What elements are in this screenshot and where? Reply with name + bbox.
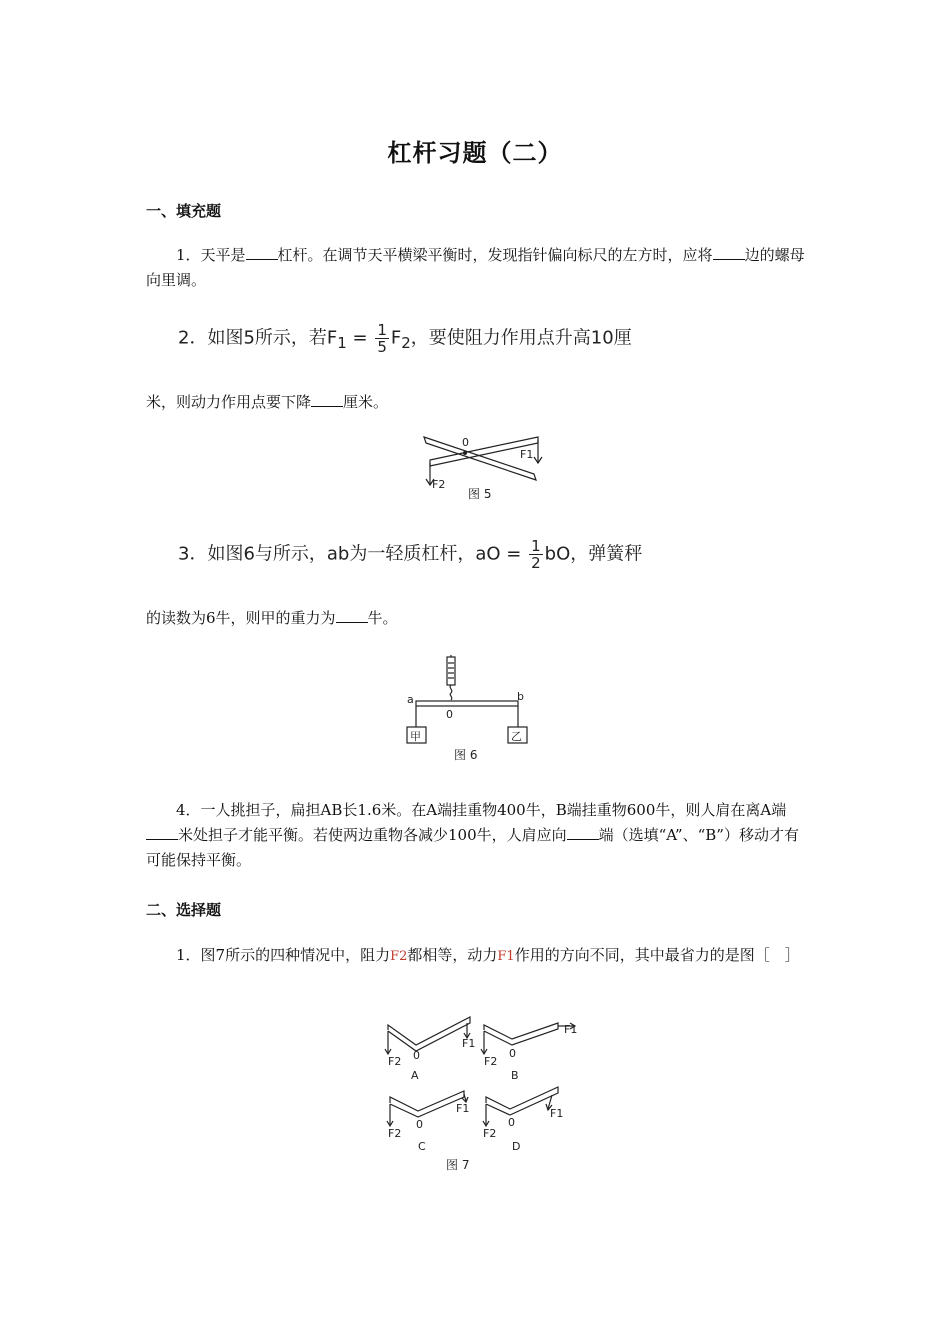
pivot-label: 0 <box>509 1047 516 1060</box>
q2-sub2: 2 <box>401 334 411 353</box>
label-a: a <box>407 693 414 706</box>
pivot-label: 0 <box>462 436 469 449</box>
f2-label: F2 <box>388 1127 402 1140</box>
option-label-d: D <box>512 1140 521 1153</box>
f1-label: F1 <box>564 1023 578 1036</box>
weight-yi-label: 乙 <box>511 730 522 743</box>
fraction-denominator: 2 <box>531 554 541 572</box>
q2-text-d: 米，则动力作用点要下降 <box>146 393 312 411</box>
figure-caption: 图 6 <box>454 748 478 762</box>
fraction-denominator: 5 <box>377 338 387 356</box>
figure-caption: 图 7 <box>446 1158 470 1172</box>
q2-text-b: F <box>390 327 402 349</box>
f2-label: F2 <box>484 1055 498 1068</box>
f2-label: F2 <box>432 478 446 491</box>
question-1 <box>146 243 811 293</box>
figure-6 <box>404 655 534 765</box>
spring <box>450 685 452 700</box>
f1-symbol: F1 <box>497 949 515 964</box>
q3-text-b: bO，弹簧秤 <box>544 543 643 565</box>
page-title: 杠杆习题（二） <box>387 139 563 167</box>
f2-label: F2 <box>388 1055 402 1068</box>
weight-jia-label: 甲 <box>410 730 421 743</box>
f1-label: F1 <box>550 1107 564 1120</box>
fraction <box>529 538 543 571</box>
q3-text-a: 3．如图6与所示，ab为一轻质杠杆，aO = <box>178 543 528 565</box>
f1-label: F1 <box>520 448 534 461</box>
q4-text-b: 米处担子才能平衡。若使两边重物各减少100牛，人肩应向 <box>178 826 567 844</box>
f1-label: F1 <box>462 1037 476 1050</box>
pivot-label: 0 <box>413 1049 420 1062</box>
answer-blank[interactable] <box>336 608 368 623</box>
fraction-numerator: 1 <box>531 537 541 555</box>
q1-text-b: 杠杆。在调节天平横梁平衡时，发现指针偏向标尺的左方时，应将 <box>277 246 713 264</box>
mc1-text-a: 1．图7所示的四种情况中，阻力 <box>176 946 391 964</box>
pivot-label: 0 <box>416 1118 423 1131</box>
option-label-b: B <box>511 1069 519 1082</box>
option-label-a: A <box>411 1069 419 1082</box>
lever-a <box>388 1017 470 1051</box>
fraction-numerator: 1 <box>377 321 387 339</box>
f2-label: F2 <box>483 1127 497 1140</box>
question-3-line2 <box>146 606 811 631</box>
answer-blank[interactable] <box>246 245 278 260</box>
pivot-point <box>463 451 467 455</box>
question-3-line1 <box>178 538 642 571</box>
f1-label: F1 <box>456 1102 470 1115</box>
q2-text-a: 2．如图5所示，若F <box>178 327 338 349</box>
answer-blank[interactable] <box>713 245 745 260</box>
q4-text-c: 端（选填“A”、“B”）移动才有可能保持平衡。 <box>146 826 799 869</box>
figure-5 <box>418 432 548 507</box>
q2-text-c: ，要使阻力作用点升高10厘 <box>410 327 632 349</box>
option-label-c: C <box>418 1140 426 1153</box>
q1-text-c: 边的螺母向里调。 <box>146 246 805 289</box>
q1-text-a: 1．天平是 <box>176 246 246 264</box>
mc1-text-b: 都相等，动力 <box>407 946 498 964</box>
lever-d <box>486 1087 558 1115</box>
f2-symbol: F2 <box>390 949 408 964</box>
answer-blank[interactable] <box>146 825 178 840</box>
fraction <box>375 322 389 355</box>
lever-ab <box>416 701 518 706</box>
question-4 <box>146 798 811 873</box>
choice-question-1 <box>146 943 811 969</box>
figure-7 <box>380 1015 590 1180</box>
pivot-label: 0 <box>508 1116 515 1129</box>
label-b: b <box>517 690 524 703</box>
question-2-line1 <box>178 322 632 355</box>
q2-text-e: 厘米。 <box>343 393 389 411</box>
q3-text-c: 的读数为6牛，则甲的重力为 <box>146 609 336 627</box>
q2-eq: = <box>346 327 374 349</box>
answer-blank[interactable] <box>567 825 599 840</box>
section-heading-fill: 一、填充题 <box>146 202 222 220</box>
question-2-line2 <box>146 390 811 415</box>
lever-c <box>390 1091 464 1117</box>
spring-scale <box>447 657 455 685</box>
q4-text-a: 4．一人挑担子，扁担AB长1.6米。在A端挂重物400牛，B端挂重物600牛，则人肩在离A端 <box>176 801 787 819</box>
q3-text-d: 牛。 <box>367 609 398 627</box>
section-heading-choice: 二、选择题 <box>146 901 222 919</box>
mc1-text-c: 作用的方向不同，其中最省力的是图［ ］ <box>514 946 800 964</box>
lever-b <box>484 1023 558 1045</box>
answer-blank[interactable] <box>311 392 343 407</box>
q2-sub1: 1 <box>337 334 347 353</box>
pivot-label: 0 <box>446 708 453 721</box>
figure-caption: 图 5 <box>468 487 492 501</box>
